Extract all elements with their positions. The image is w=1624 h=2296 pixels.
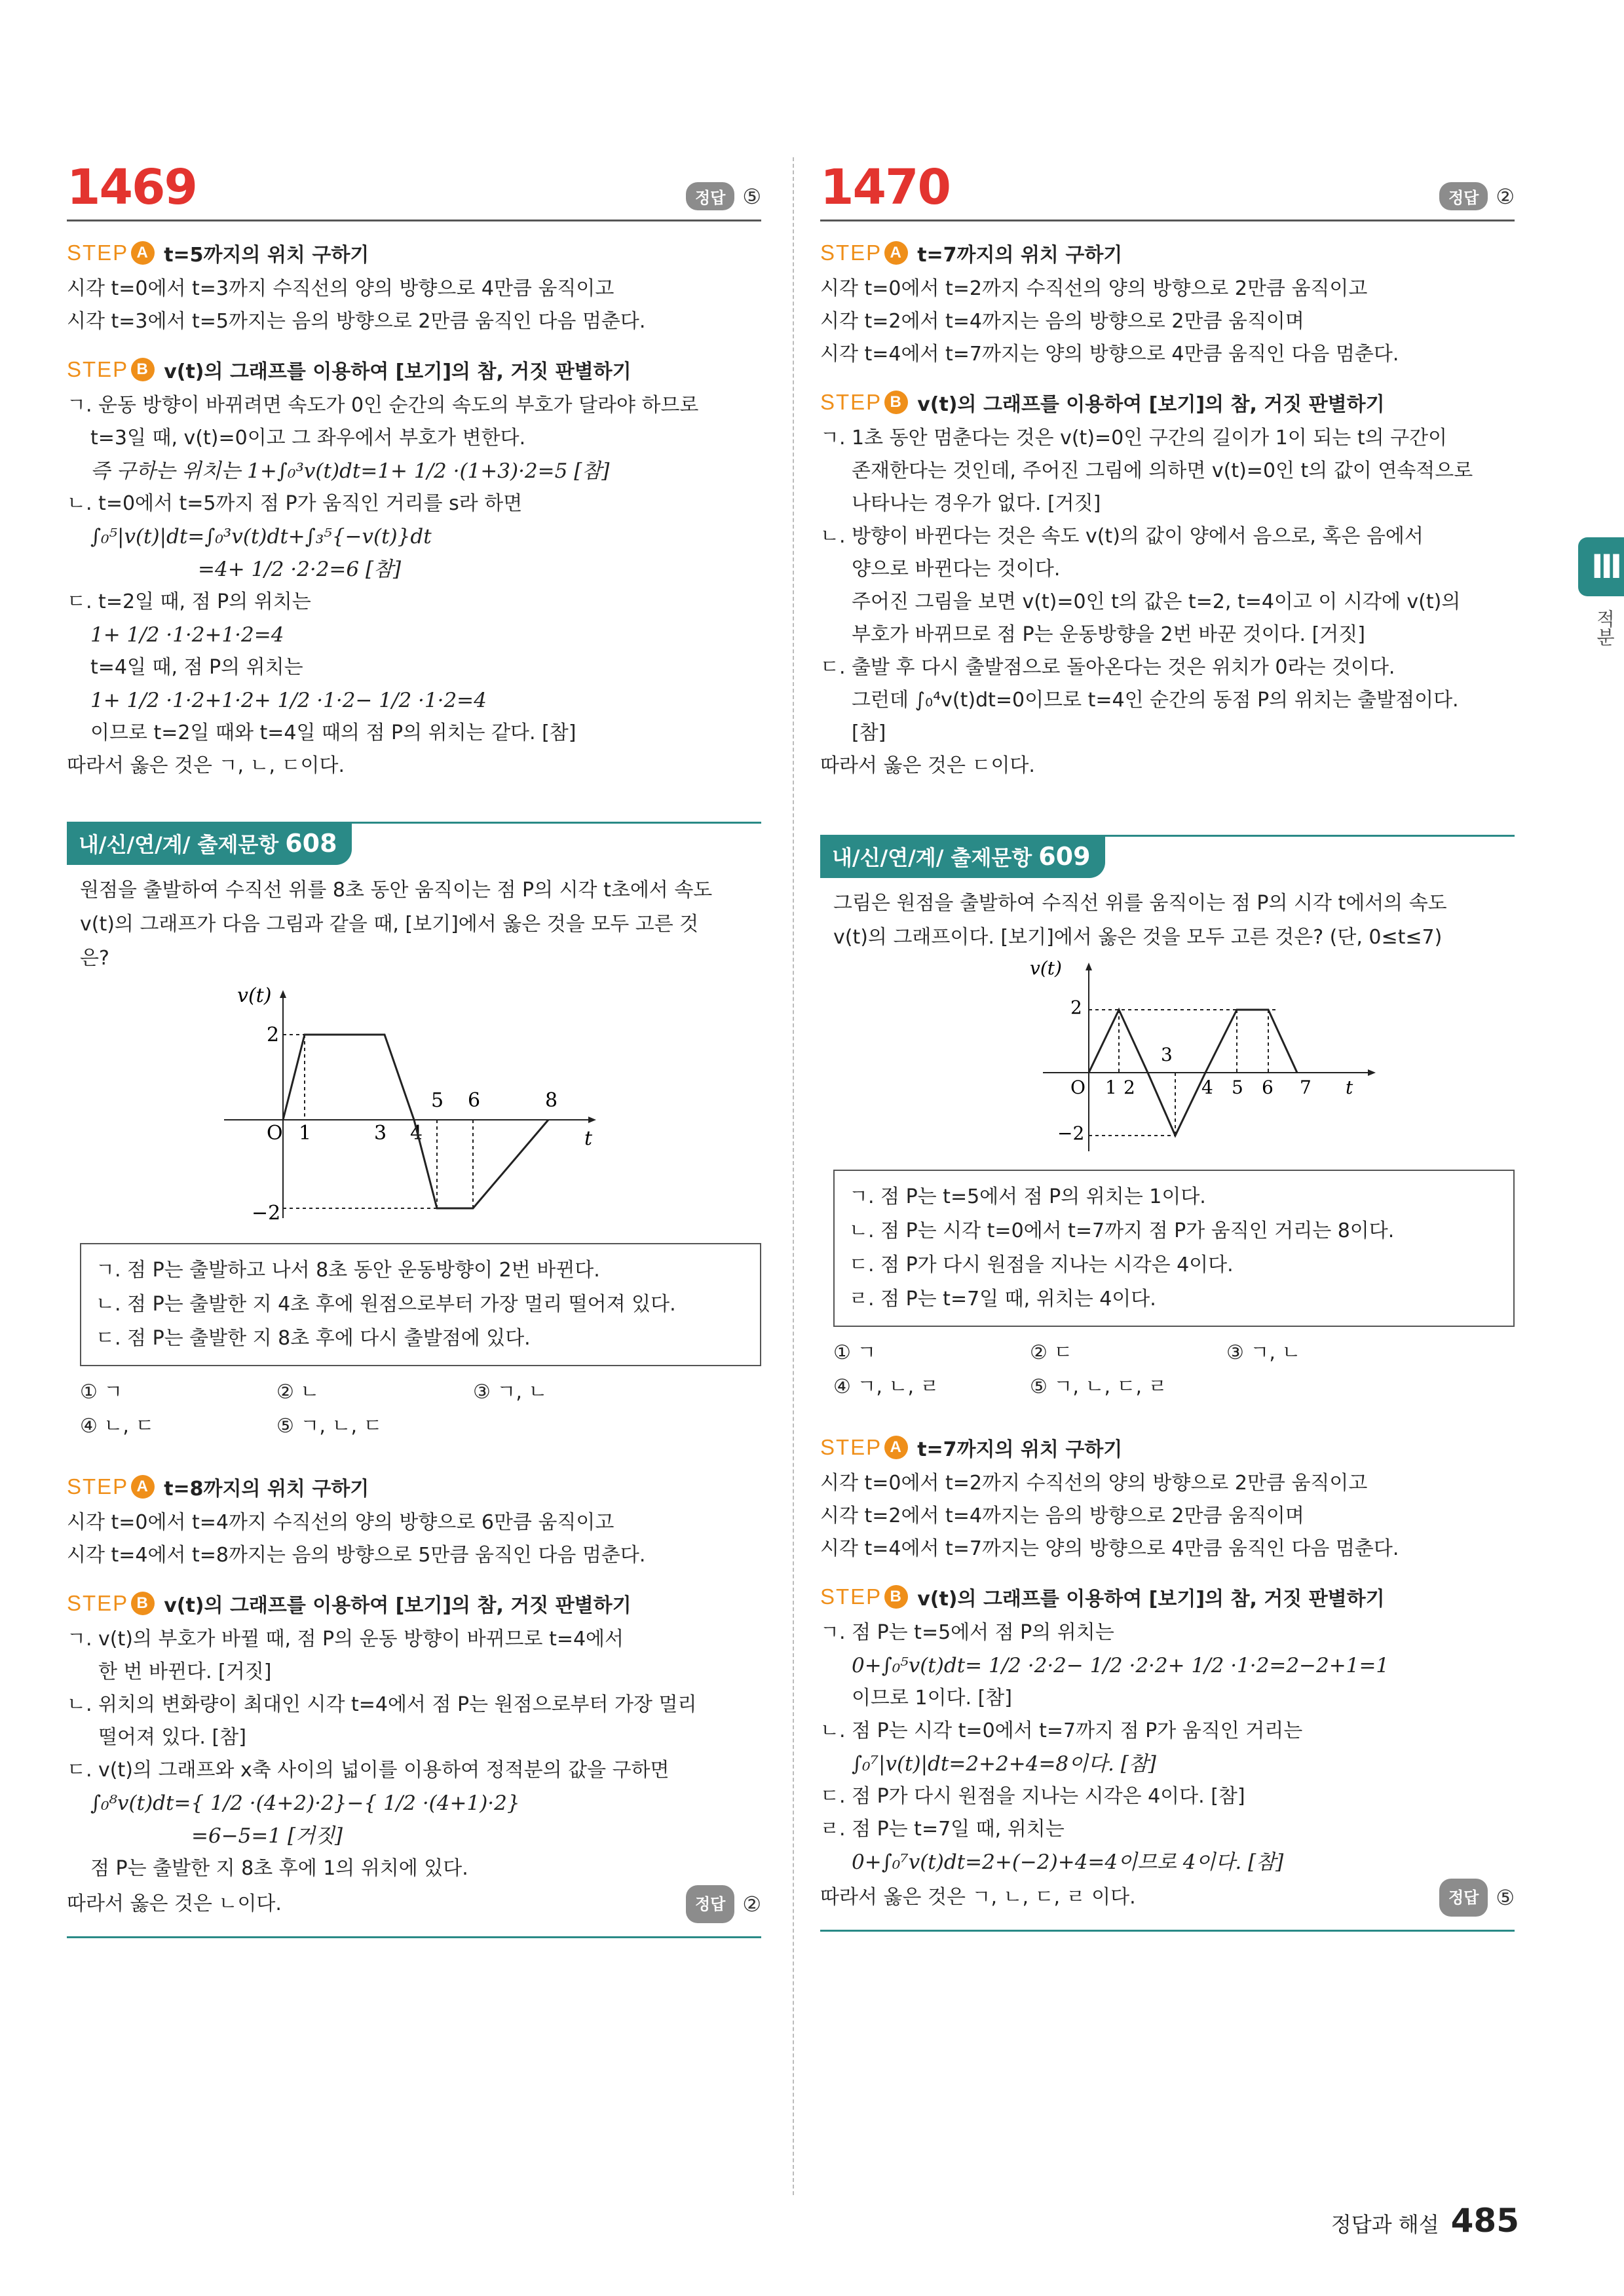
answer-choices	[67, 1375, 761, 1444]
final-answer-badge: 정답 ⑤	[1439, 1879, 1515, 1917]
formula-line: ∫₀⁷|v(t)|dt=2+2+4=8이다. [참]	[852, 1752, 1156, 1776]
text-line: 나타나는 경우가 없다. [거짓]	[852, 492, 1101, 515]
section-end-rule	[67, 1936, 761, 1938]
y-axis-label: v(t)	[237, 984, 272, 1007]
choice[interactable]: ⑤ ㄱ, ㄴ, ㄷ, ㄹ	[1030, 1375, 1167, 1398]
text-line: 시각 t=4에서 t=7까지는 양의 방향으로 4만큼 움직인 다음 멈춘다.	[820, 343, 1399, 366]
text-line: 시각 t=0에서 t=2까지 수직선의 양의 방향으로 2만큼 움직이고	[820, 277, 1368, 300]
text-line: 시각 t=3에서 t=5까지는 음의 방향으로 2만큼 움직인 다음 멈춘다.	[67, 310, 646, 333]
y-tick-label: 2	[267, 1024, 280, 1046]
x-tick-label: 1	[299, 1122, 312, 1145]
step-label: STEP B	[820, 1584, 908, 1609]
question-line: v(t)의 그래프가 다음 그림과 같을 때, [보기]에서 옳은 것을 모두 고른 것	[80, 913, 699, 936]
y-tick-label: −2	[252, 1202, 281, 1225]
step-title: v(t)의 그래프를 이용하여 [보기]의 참, 거짓 판별하기	[164, 360, 632, 383]
formula-line: ∫₀⁵|v(t)|dt=∫₀³v(t)dt+∫₃⁵{−v(t)}dt	[90, 525, 432, 548]
step-title: t=7까지의 위치 구하기	[917, 244, 1123, 267]
text-line: 시각 t=2에서 t=4까지는 음의 방향으로 2만큼 움직이며	[820, 1504, 1304, 1527]
text-line: 이므로 t=2일 때와 t=4일 때의 점 P의 위치는 같다. [참]	[90, 721, 576, 744]
option-item: ㄷ. 점 P가 다시 원점을 지나는 시각은 4이다.	[849, 1253, 1234, 1276]
formula-line: ∫₀⁸v(t)dt={ 1/2 ·(4+2)·2}−{ 1/2 ·(4+1)·2}	[90, 1791, 520, 1815]
step-heading	[67, 1472, 761, 1501]
text-line: 떨어져 있다. [참]	[98, 1726, 246, 1749]
x-tick-label: 3	[374, 1122, 387, 1145]
answer-pill: 정답	[1439, 182, 1488, 210]
formula-line: 0+∫₀⁷v(t)dt=2+(−2)+4=4이므로 4이다. [참]	[852, 1850, 1284, 1874]
step-title: t=5까지의 위치 구하기	[164, 244, 369, 267]
step-heading	[67, 239, 761, 267]
x-tick-label: 6	[1262, 1077, 1274, 1098]
text-line: ㄱ. 1초 동안 멈춘다는 것은 v(t)=0인 구간의 길이가 1이 되는 t의 구간이	[820, 427, 1448, 450]
step-label: STEP A	[820, 1435, 908, 1460]
step-body	[67, 389, 761, 782]
step-title: v(t)의 그래프를 이용하여 [보기]의 참, 거짓 판별하기	[917, 393, 1385, 416]
choice[interactable]: ④ ㄱ, ㄴ, ㄹ	[833, 1375, 939, 1398]
x-tick-label: 6	[468, 1089, 481, 1112]
problem-number: 1470	[820, 159, 950, 216]
origin-label: O	[267, 1122, 283, 1145]
text-line: 이므로 1이다. [참]	[852, 1687, 1012, 1710]
step-heading	[820, 239, 1515, 267]
choice[interactable]: ③ ㄱ, ㄴ	[473, 1381, 548, 1404]
step-title: t=7까지의 위치 구하기	[917, 1438, 1123, 1461]
y-tick-label: −2	[1057, 1122, 1085, 1144]
answer-pill: 정답	[686, 182, 734, 210]
options-box	[80, 1243, 761, 1366]
text-line: ㄷ. v(t)의 그래프와 x축 사이의 넓이를 이용하여 정적분의 값을 구하면	[67, 1759, 670, 1782]
x-tick-label: 2	[1124, 1077, 1135, 1098]
text-line: ㄱ. 운동 방향이 바뀌려면 속도가 0인 순간의 속도의 부호가 달라야 하므로	[67, 394, 699, 417]
left-column	[67, 157, 761, 1938]
step-body	[820, 1617, 1515, 1917]
step-heading	[820, 1433, 1515, 1462]
choice[interactable]: ② ㄷ	[1030, 1341, 1073, 1364]
x-tick-label: 1	[1105, 1077, 1117, 1098]
step-body	[67, 273, 761, 338]
origin-label: O	[1070, 1077, 1086, 1098]
formula-line: 0+∫₀⁵v(t)dt= 1/2 ·2·2− 1/2 ·2·2+ 1/2 ·1·2=2−2+1=1	[852, 1654, 1389, 1677]
x-tick-label: 5	[1232, 1077, 1243, 1098]
related-problem-header	[820, 835, 1515, 876]
conclusion-line: 따라서 옳은 것은 ㄴ이다. 정답 ②	[67, 1885, 761, 1923]
page-footer	[1331, 2202, 1519, 2240]
step-label: STEP B	[67, 357, 155, 382]
x-tick-label: 3	[1161, 1044, 1173, 1065]
question	[820, 887, 1515, 955]
text-line: t=4일 때, 점 P의 위치는	[90, 656, 303, 679]
formula-line: =4+ 1/2 ·2·2=6 [참]	[198, 558, 402, 581]
conclusion-line: 따라서 옳은 것은 ㄱ, ㄴ, ㄷ, ㄹ 이다. 정답 ⑤	[820, 1879, 1515, 1917]
y-tick-label: 2	[1070, 997, 1082, 1018]
answer-value: ⑤	[742, 183, 761, 209]
option-item: ㄱ. 점 P는 출발하고 나서 8초 동안 운동방향이 2번 바뀐다.	[96, 1259, 600, 1282]
formula-line: =6−5=1 [거짓]	[191, 1824, 343, 1848]
step-heading	[820, 388, 1515, 417]
step-heading	[820, 1582, 1515, 1611]
option-item: ㄱ. 점 P는 t=5에서 점 P의 위치는 1이다.	[849, 1185, 1206, 1208]
velocity-graph-608	[198, 976, 604, 1231]
text-line: 시각 t=0에서 t=3까지 수직선의 양의 방향으로 4만큼 움직이고	[67, 277, 614, 300]
text-line: 시각 t=2에서 t=4까지는 음의 방향으로 2만큼 움직이며	[820, 310, 1304, 333]
x-tick-label: 5	[431, 1089, 444, 1112]
text-line: 양으로 바뀐다는 것이다.	[852, 558, 1061, 581]
formula-line: 1+ 1/2 ·1·2+1·2+ 1/2 ·1·2− 1/2 ·1·2=4	[90, 689, 487, 712]
text-line: 시각 t=4에서 t=8까지는 음의 방향으로 5만큼 움직인 다음 멈춘다.	[67, 1544, 646, 1567]
step-label: STEP B	[67, 1591, 155, 1616]
question-line: 은?	[80, 947, 109, 970]
choice[interactable]: ⑤ ㄱ, ㄴ, ㄷ	[276, 1415, 383, 1438]
velocity-graph-609	[1030, 955, 1397, 1158]
chapter-tab[interactable]: Ⅲ	[1578, 537, 1624, 596]
problem-header	[820, 157, 1515, 221]
option-item: ㄴ. 점 P는 출발한 지 4초 후에 원점으로부터 가장 멀리 떨어져 있다.	[96, 1293, 676, 1316]
footer-text: 정답과 해설	[1331, 2212, 1439, 2237]
y-axis-label: v(t)	[1030, 957, 1062, 979]
options-box	[833, 1170, 1515, 1327]
text-line: ㄴ. 위치의 변화량이 최대인 시각 t=4에서 점 P는 원점으로부터 가장 멀리	[67, 1693, 697, 1716]
text-line: 부호가 바뀌므로 점 P는 운동방향을 2번 바꾼 것이다. [거짓]	[852, 623, 1365, 646]
choice[interactable]: ④ ㄴ, ㄷ	[80, 1415, 155, 1438]
x-tick-label: 4	[1201, 1077, 1213, 1098]
formula-line: 1+ 1/2 ·1·2+1·2=4	[90, 623, 284, 647]
text-line: [참]	[852, 721, 886, 744]
text-line: t=3일 때, v(t)=0이고 그 좌우에서 부호가 변한다.	[90, 427, 526, 450]
step-heading	[67, 355, 761, 384]
step-label: STEP A	[67, 1474, 155, 1499]
choice[interactable]: ③ ㄱ, ㄴ	[1226, 1341, 1301, 1364]
choice[interactable]: ① ㄱ	[833, 1341, 877, 1364]
formula-line: 즉 구하는 위치는 1+∫₀³v(t)dt=1+ 1/2 ·(1+3)·2=5 [참]	[90, 459, 610, 483]
option-item: ㄴ. 점 P는 시각 t=0에서 t=7까지 점 P가 움직인 거리는 8이다.	[849, 1219, 1395, 1242]
conclusion-line: 따라서 옳은 것은 ㄱ, ㄴ, ㄷ이다.	[67, 754, 345, 777]
related-tag: 내/신/연/계/ 출제문항 609	[820, 835, 1105, 878]
text-line: 점 P는 출발한 지 8초 후에 1의 위치에 있다.	[90, 1857, 468, 1880]
text-line: ㄷ. 점 P가 다시 원점을 지나는 시각은 4이다. [참]	[820, 1785, 1245, 1808]
x-axis-label: t	[1346, 1077, 1353, 1098]
step-title: t=8까지의 위치 구하기	[164, 1478, 369, 1501]
option-item: ㄹ. 점 P는 t=7일 때, 위치는 4이다.	[849, 1288, 1156, 1311]
text-line: ㄴ. t=0에서 t=5까지 점 P가 움직인 거리를 s라 하면	[67, 492, 523, 515]
step-heading	[67, 1589, 761, 1618]
text-line: 시각 t=0에서 t=4까지 수직선의 양의 방향으로 6만큼 움직이고	[67, 1511, 614, 1534]
text-line: 한 번 바뀐다. [거짓]	[98, 1660, 272, 1683]
conclusion-line: 따라서 옳은 것은 ㄷ이다.	[820, 754, 1035, 777]
choice[interactable]: ② ㄴ	[276, 1381, 320, 1404]
question-line: 그림은 원점을 출발하여 수직선 위를 움직이는 점 P의 시각 t에서의 속도	[833, 892, 1447, 915]
text-line: ㄷ. 출발 후 다시 출발점으로 돌아온다는 것은 위치가 0라는 것이다.	[820, 656, 1395, 679]
answer-value: ②	[1496, 183, 1515, 209]
text-line: 시각 t=4에서 t=7까지는 양의 방향으로 4만큼 움직인 다음 멈춘다.	[820, 1537, 1399, 1560]
step-title: v(t)의 그래프를 이용하여 [보기]의 참, 거짓 판별하기	[164, 1594, 632, 1617]
x-axis-label: t	[584, 1127, 593, 1150]
question	[67, 873, 761, 976]
chapter-tab-label: 적분	[1594, 609, 1615, 646]
x-tick-label: 8	[545, 1089, 558, 1112]
text-line: 그런데 ∫₀⁴v(t)dt=0이므로 t=4인 순간의 동점 P의 위치는 출발점이다.	[852, 689, 1459, 712]
final-answer-badge: 정답 ②	[686, 1885, 761, 1923]
text-line: 시각 t=0에서 t=2까지 수직선의 양의 방향으로 2만큼 움직이고	[820, 1472, 1368, 1495]
page-number: 485	[1450, 2202, 1519, 2240]
x-tick-label: 4	[410, 1122, 423, 1145]
step-body	[820, 422, 1515, 782]
problem-header	[67, 157, 761, 221]
problem-number: 1469	[67, 159, 197, 216]
answer-choices	[820, 1336, 1515, 1404]
choice[interactable]: ① ㄱ	[80, 1381, 123, 1404]
text-line: ㄴ. 점 P는 시각 t=0에서 t=7까지 점 P가 움직인 거리는	[820, 1719, 1303, 1742]
text-line: 주어진 그림을 보면 v(t)=0인 t의 값은 t=2, t=4이고 이 시각에 v(t)의	[852, 590, 1461, 613]
related-tag: 내/신/연/계/ 출제문항 608	[67, 822, 352, 865]
step-body	[820, 1467, 1515, 1565]
related-problem-header	[67, 822, 761, 863]
text-line: ㄹ. 점 P는 t=7일 때, 위치는	[820, 1818, 1065, 1841]
step-body	[67, 1506, 761, 1572]
text-line: ㄴ. 방향이 바뀐다는 것은 속도 v(t)의 값이 양에서 음으로, 혹은 음에서	[820, 525, 1424, 548]
text-line: ㄷ. t=2일 때, 점 P의 위치는	[67, 590, 311, 613]
column-divider	[793, 157, 794, 2195]
step-label: STEP B	[820, 390, 908, 415]
right-column	[820, 157, 1515, 1932]
step-title: v(t)의 그래프를 이용하여 [보기]의 참, 거짓 판별하기	[917, 1588, 1385, 1611]
step-label: STEP A	[820, 240, 908, 265]
text-line: ㄱ. v(t)의 부호가 바뀔 때, 점 P의 운동 방향이 바뀌므로 t=4에서	[67, 1628, 624, 1651]
section-end-rule	[820, 1930, 1515, 1932]
step-body	[67, 1623, 761, 1923]
x-tick-label: 7	[1300, 1077, 1312, 1098]
option-item: ㄷ. 점 P는 출발한 지 8초 후에 다시 출발점에 있다.	[96, 1327, 531, 1350]
step-label: STEP A	[67, 240, 155, 265]
text-line: 존재한다는 것인데, 주어진 그림에 의하면 v(t)=0인 t의 값이 연속적으로	[852, 459, 1473, 482]
question-line: 원점을 출발하여 수직선 위를 8초 동안 움직이는 점 P의 시각 t초에서 속도	[80, 879, 713, 902]
answer-badge	[1439, 182, 1515, 210]
text-line: ㄱ. 점 P는 t=5에서 점 P의 위치는	[820, 1621, 1114, 1644]
answer-badge	[686, 182, 761, 210]
question-line: v(t)의 그래프이다. [보기]에서 옳은 것을 모두 고른 것은? (단, 0≤t≤7)	[833, 926, 1443, 949]
step-body	[820, 273, 1515, 371]
